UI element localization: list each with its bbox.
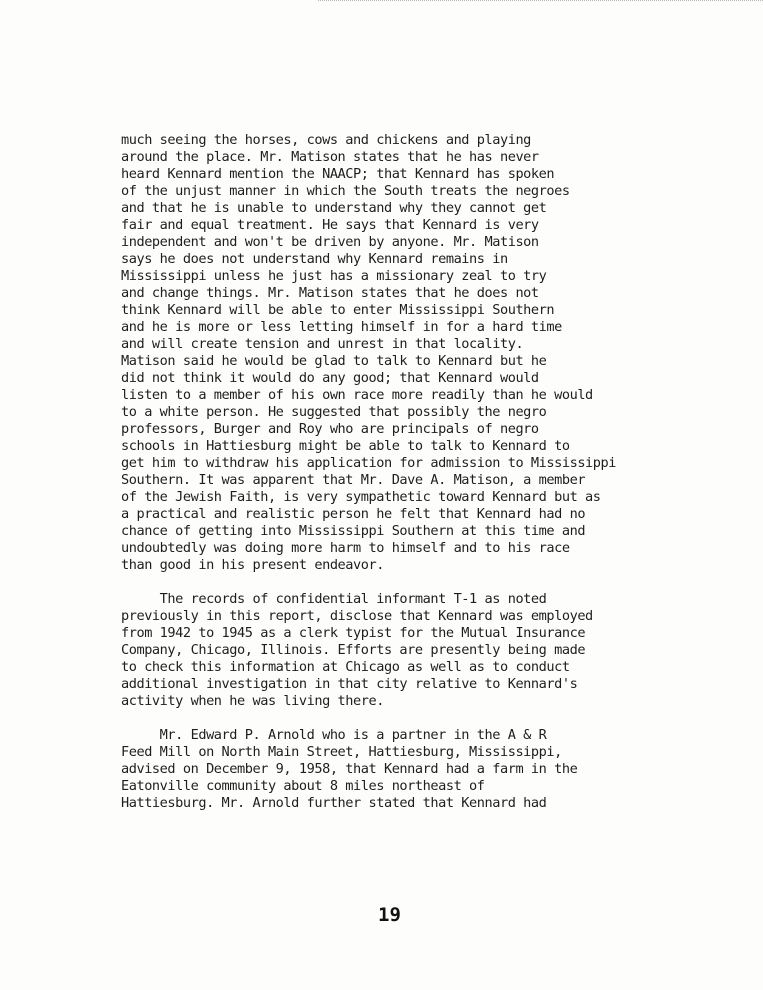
text-line: and change things. Mr. Matison states that he does not <box>121 285 539 301</box>
text-line: activity when he was living there. <box>121 693 384 709</box>
text-line: The records of confidential informant T-1 as noted <box>121 591 547 607</box>
text-line: and he is more or less letting himself in for a hard time <box>121 319 562 335</box>
text-line: schools in Hattiesburg might be able to talk to Kennard to <box>121 438 570 454</box>
text-line: professors, Burger and Roy who are principals of negro <box>121 421 539 437</box>
text-line: advised on December 9, 1958, that Kennard had a farm in the <box>121 761 578 777</box>
text-line: Feed Mill on North Main Street, Hattiesburg, Mississippi, <box>121 744 562 760</box>
text-line: Matison said he would be glad to talk to Kennard but he <box>121 353 547 369</box>
text-line: heard Kennard mention the NAACP; that Kennard has spoken <box>121 166 555 182</box>
text-line: previously in this report, disclose that Kennard was employed <box>121 608 593 624</box>
text-line: around the place. Mr. Matison states that he has never <box>121 149 539 165</box>
text-line: a practical and realistic person he felt that Kennard had no <box>121 506 586 522</box>
text-line: Eatonville community about 8 miles northeast of <box>121 778 485 794</box>
text-line: did not think it would do any good; that Kennard would <box>121 370 539 386</box>
text-line: independent and won't be driven by anyone. Mr. Matison <box>121 234 539 250</box>
top-dotted-rule <box>318 0 763 1</box>
text-line: Mr. Edward P. Arnold who is a partner in the A & R <box>121 727 547 743</box>
text-line: Hattiesburg. Mr. Arnold further stated that Kennard had <box>121 795 547 811</box>
text-line: much seeing the horses, cows and chickens and playing <box>121 132 531 148</box>
text-line: Mississippi unless he just has a missionary zeal to try <box>121 268 547 284</box>
text-line: listen to a member of his own race more readily than he would <box>121 387 593 403</box>
text-line: think Kennard will be able to enter Mississippi Southern <box>121 302 555 318</box>
text-line: get him to withdraw his application for admission to Mississippi <box>121 455 616 471</box>
text-line: Company, Chicago, Illinois. Efforts are presently being made <box>121 642 586 658</box>
page-number: 19 <box>378 904 401 926</box>
text-line: to a white person. He suggested that possibly the negro <box>121 404 547 420</box>
text-line: additional investigation in that city relative to Kennard's <box>121 676 578 692</box>
text-line: says he does not understand why Kennard remains in <box>121 251 508 267</box>
text-line: and that he is unable to understand why they cannot get <box>121 200 547 216</box>
text-line: Southern. It was apparent that Mr. Dave A. Matison, a member <box>121 472 586 488</box>
text-line: than good in his present endeavor. <box>121 557 384 573</box>
text-line: undoubtedly was doing more harm to himself and to his race <box>121 540 570 556</box>
text-line: of the unjust manner in which the South treats the negroes <box>121 183 570 199</box>
text-line: fair and equal treatment. He says that Kennard is very <box>121 217 539 233</box>
text-line: and will create tension and unrest in that locality. <box>121 336 524 352</box>
text-line: chance of getting into Mississippi Southern at this time and <box>121 523 586 539</box>
text-line: of the Jewish Faith, is very sympathetic toward Kennard but as <box>121 489 601 505</box>
text-line: from 1942 to 1945 as a clerk typist for the Mutual Insurance <box>121 625 586 641</box>
text-line: to check this information at Chicago as well as to conduct <box>121 659 570 675</box>
